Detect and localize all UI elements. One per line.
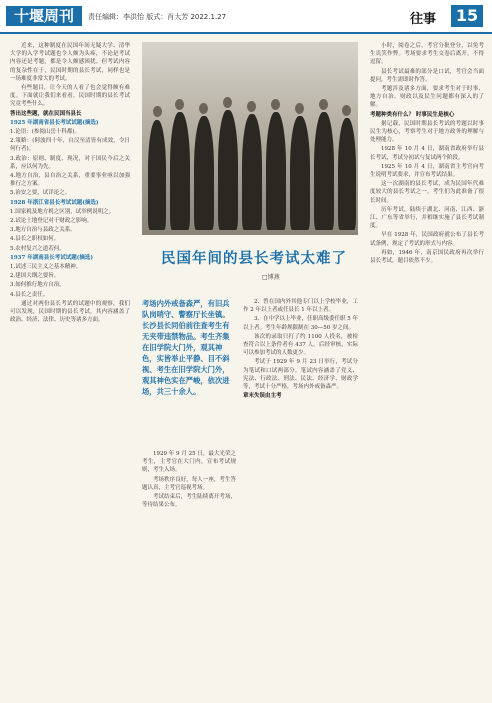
right-column	[370, 42, 484, 697]
col3-para: 再如，1946 年，南京国民政府再次举行县长考试，题目依然不少。	[370, 249, 484, 265]
col3-para: 县长考试最难的部分是口试，考官会当面提问，考生需即时作答。	[370, 68, 484, 83]
intro-para: 有些题目，让今天的人看了也会觉得颇有难度。下面就让我们来看看，民国时期的县长考试究竟考些什么。	[10, 85, 130, 108]
exam-item: 3.政治：原则、制度、现况，对于国民今后之关系，应以何为先。	[10, 155, 130, 170]
intro-para: 近来，这种制度在民国年间无疑大学、清华大学的入学考试题也令人颇为头疼，不论是考试内容还是考题，都是令人颇感困扰。但考试内容的复杂性在于，民国时期的县长考试，同样也是一场难度非常大的考试。	[10, 43, 130, 82]
questions-label: 答出这些题，就在民国当县长	[10, 110, 82, 117]
page-header	[0, 0, 492, 34]
exam-item: 5.治安之要，试详论之。	[10, 190, 71, 197]
exam-item: 1.国家税及地方税之区别，试举例说明之。	[10, 208, 115, 215]
article-para: 考试于 1929 年 9 月 23 日举行，考试分为笔试和口试两部分。笔试内容涵盖了党义、宪法、行政法、刑法、民法、经济学、财政学等，考试十分严格，考场内外戒备森严。	[243, 359, 358, 391]
article-para: 考试结束后，考生陆续离开考场，等待结果公布。	[142, 494, 236, 509]
outro-para: 通过对两份县长考试的试题中的观察，我们可以发现，民国时期的县长考试，其内容涵盖了政治、经济、法律、历史等诸多方面。	[10, 300, 130, 324]
article-para: 3、在中学以上毕业，任职高级委任职 5 年以上者。考生年龄规限制在 30—50 岁之间。	[243, 316, 358, 331]
article-para: 考场秩序良好，每人一座，考生答题认真，主考官巡视考场。	[142, 476, 236, 491]
article-para: 该次的录取只打了约 1100 人投名，被检查符合以上条件者有 437 人。后经审核，实际可以参加考试的人数更少。	[243, 333, 358, 357]
article-para: 1929 年 9 月 25 日，最大光荣之考生，主考官在大门内，宣布考试规则，考生入场。	[142, 451, 236, 474]
col3-para: 早在 1928 年，民国政府就公布了县长考试条例，规定了考试的形式与内容。	[370, 232, 484, 247]
article-headline: 民国年间的县长考试太难了	[161, 250, 347, 267]
col3-para: 1928 年 10 月 4 日，湖南省政府举行县长考试，考试分初试与复试两个阶段。	[370, 146, 484, 161]
masthead-logo: 十堰周刊	[6, 6, 82, 26]
col3-para: 1925 年 10 月 4 日，湖南省主考官向考生说明考试要求，并宣布考试结果。	[370, 163, 484, 179]
exam-item: 3.如何推行地方自治。	[10, 282, 65, 289]
exam-list	[10, 208, 130, 253]
col3-para: 历年考试，陆续于湖北、河南、江西、浙江、广东等省举行，并相继实施了县长考试制度。	[370, 206, 484, 230]
article-byline: □博燕	[262, 274, 280, 281]
col3-para: 据记载，民国时期县长考试的考题以时事民生为核心，考察考生对于地方政务的理解与处理能力。	[370, 120, 484, 144]
exam-list	[10, 263, 130, 299]
section-title: 往事	[410, 12, 437, 27]
exam-title: 1925 年湖南省县长考试试题(摘选)	[10, 119, 99, 126]
exam-item: 5.农村复兴之道若何。	[10, 245, 65, 252]
pull-quote: 考场内外戒备森严，有旧兵队岗哨守、警察厅长坐镇。长沙县长同伯前往查考生有无夹带违禁物品。考生齐集在旧学院大门外，观其神色，实皆举止平静、目不斜视、考生在旧学院大门外，观其神色实在严峻，依次进场，共三十余人。	[142, 299, 230, 396]
exam-item: 2.策略：(阿波四十年，自汉至清皆有成效，令日何行者)。	[10, 138, 130, 153]
exam-item: 2.建国大纲之要旨。	[10, 273, 60, 280]
article-body-right	[243, 298, 358, 698]
exam-item: 4.县长之职权如何。	[10, 236, 60, 243]
col3-para: 考题涉及诸多方面，要求考生对于时事、地方自治、财政以及民生问题都有深入的了解。	[370, 86, 484, 109]
col3-para: 小时，阅卷之后，考官分批登分，以免考生讥笑作弊。考场要求考生交卷后离开，不得逗留。	[370, 43, 484, 66]
article-para: 2、曾在国内外其他专门以上学校毕业，工作 2 年以上者或任县长 1 年以上者。	[243, 299, 358, 314]
left-column	[10, 42, 130, 697]
editor-credits: 责任编辑：李洪怡 版式：肖大芳 2022.1.27	[88, 13, 227, 21]
page-number: 15	[451, 5, 483, 27]
exam-item: 2.试论土地登记对于财政之影响。	[10, 218, 93, 225]
article-body-left	[142, 450, 236, 698]
exam-item: 1.论语：(参阅山岳十科都)。	[10, 129, 81, 136]
exam-item: 4.地方自治，县自治之关系，重要事业亟以加强推行之方案。	[10, 173, 130, 188]
exam-list	[10, 128, 130, 198]
col3-para: 这一次湖南的县长考试，成为民国年代难度较大的县长考试之一，考生们为此准备了很长时间。	[370, 181, 484, 204]
exam-item: 4.县长之责任。	[10, 291, 49, 298]
historic-group-photo	[142, 42, 358, 235]
col3-subhead: 考题种类有什么？ 时事民生是核心	[370, 111, 455, 118]
exam-item: 1.试述三民主义之基本精神。	[10, 264, 82, 271]
article-subhead: 章末失误由主考	[243, 393, 282, 400]
exam-item: 3.地方自治与县政之关系。	[10, 227, 76, 234]
exam-title: 1928 年浙江省县长考试试题(摘选)	[10, 199, 99, 206]
exam-title: 1937 年湖南县长考试试题(摘选)	[10, 254, 93, 261]
